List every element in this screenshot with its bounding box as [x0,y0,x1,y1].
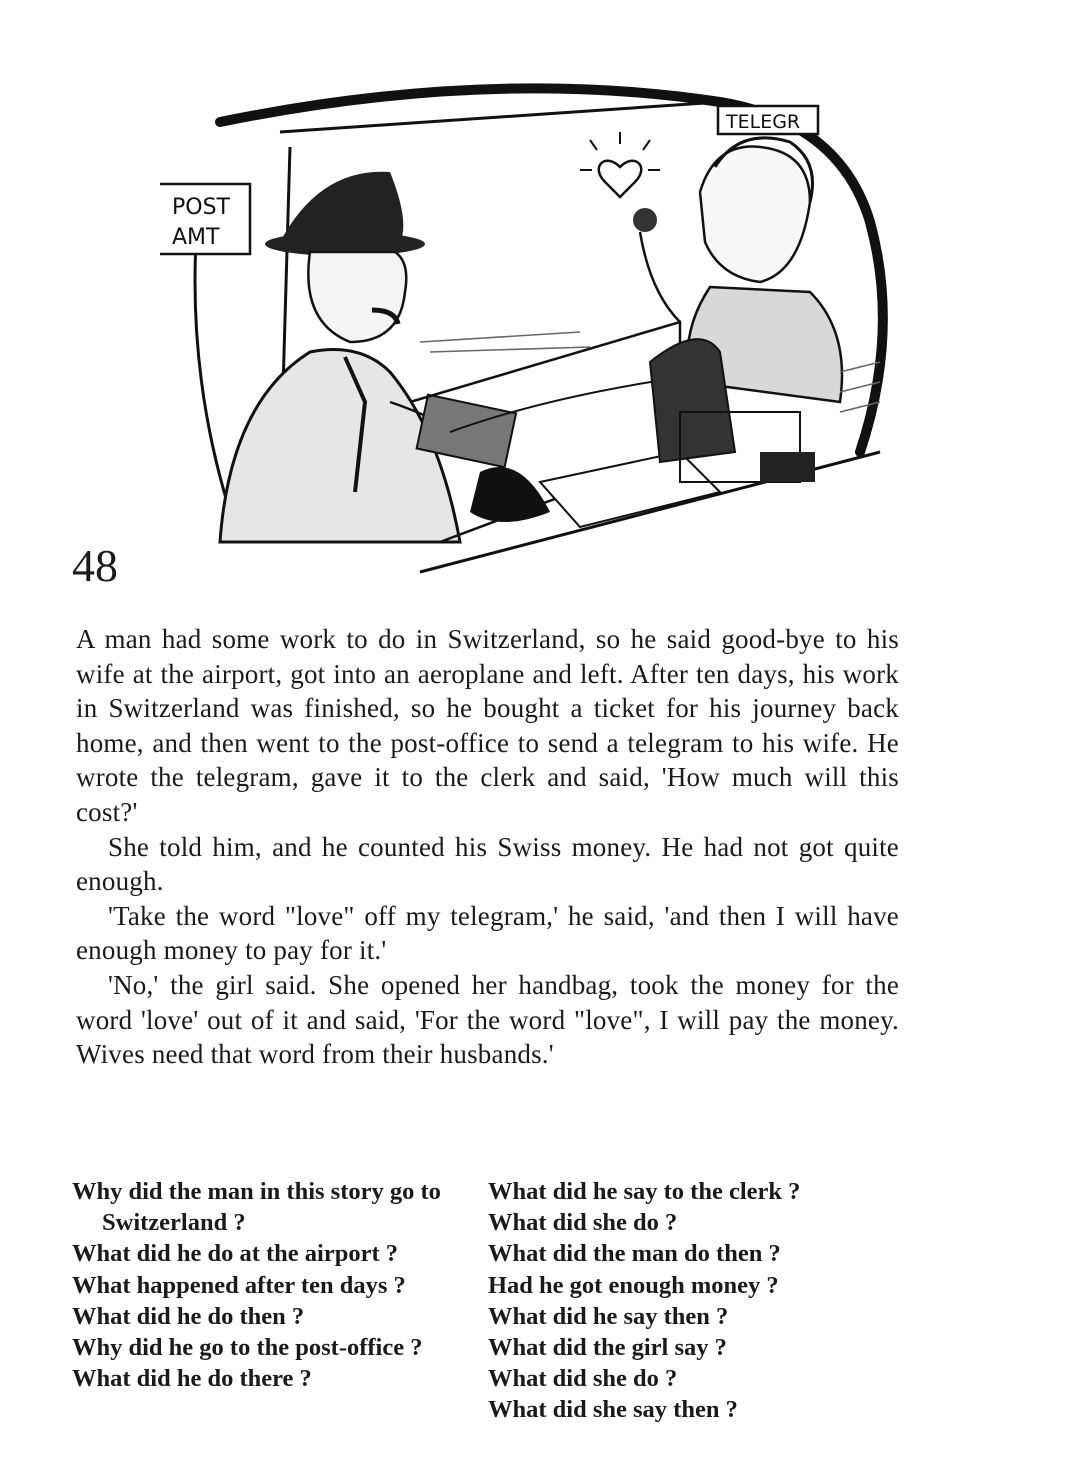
question: Had he got enough money ? [488,1271,779,1299]
heart-icon [580,132,660,197]
handbag-icon [760,452,815,482]
story-paragraph: 'Take the word "love" off my telegram,' he said, 'and then I will have enough money to pay for it.' [76,900,899,966]
post-office-drawing [160,72,900,592]
story-number: 48 [72,540,118,591]
question: Why did he go to the post-office ? [72,1334,423,1362]
question: What did the girl say ? [488,1334,727,1362]
question: What did he do then ? [72,1302,305,1330]
question: What did she say then ? [488,1396,738,1424]
story-paragraph: A man had some work to do in Switzerland, so he said good-bye to his wife at the airport, got into an aeroplane and left. After ten days, his work in Switzerland was finished, so he bought a ticket for his journey back home, and then went to the post-office to send a telegram to his wife. He wrote the telegram, gave it to the clerk and said, 'How much will this cost?' [76,624,899,827]
clerk-figure [633,138,842,482]
question: What did she do ? [488,1209,678,1237]
coin-icon [633,208,657,232]
story-paragraph: 'No,' the girl said. She opened her handbag, took the money for the word 'love' out of it and said, 'For the word "love", I will pay the money. Wives need that word from their husbands.' [76,969,899,1070]
question: What did he do at the airport ? [72,1240,399,1268]
question: What happened after ten days ? [72,1271,406,1299]
sign-telegr-text: TELEGR [726,111,801,133]
questions-left-column [72,1176,464,1394]
man-figure [220,172,550,542]
story-illustration [160,72,900,592]
story-text [76,622,899,1072]
question: What did he do there ? [72,1365,312,1393]
question: What did the man do then ? [488,1240,781,1268]
sign-post-text: POST [172,195,230,220]
questions-right-column [488,1176,908,1426]
question: What did he say to the clerk ? [488,1178,801,1205]
question: What did she do ? [488,1365,678,1393]
sign-amt-text: AMT [172,225,220,250]
question: Why did the man in this story go to Switzerland ? [72,1178,441,1237]
story-paragraph: She told him, and he counted his Swiss money. He had not got quite enough. [76,831,899,897]
question: What did he say then ? [488,1302,729,1330]
